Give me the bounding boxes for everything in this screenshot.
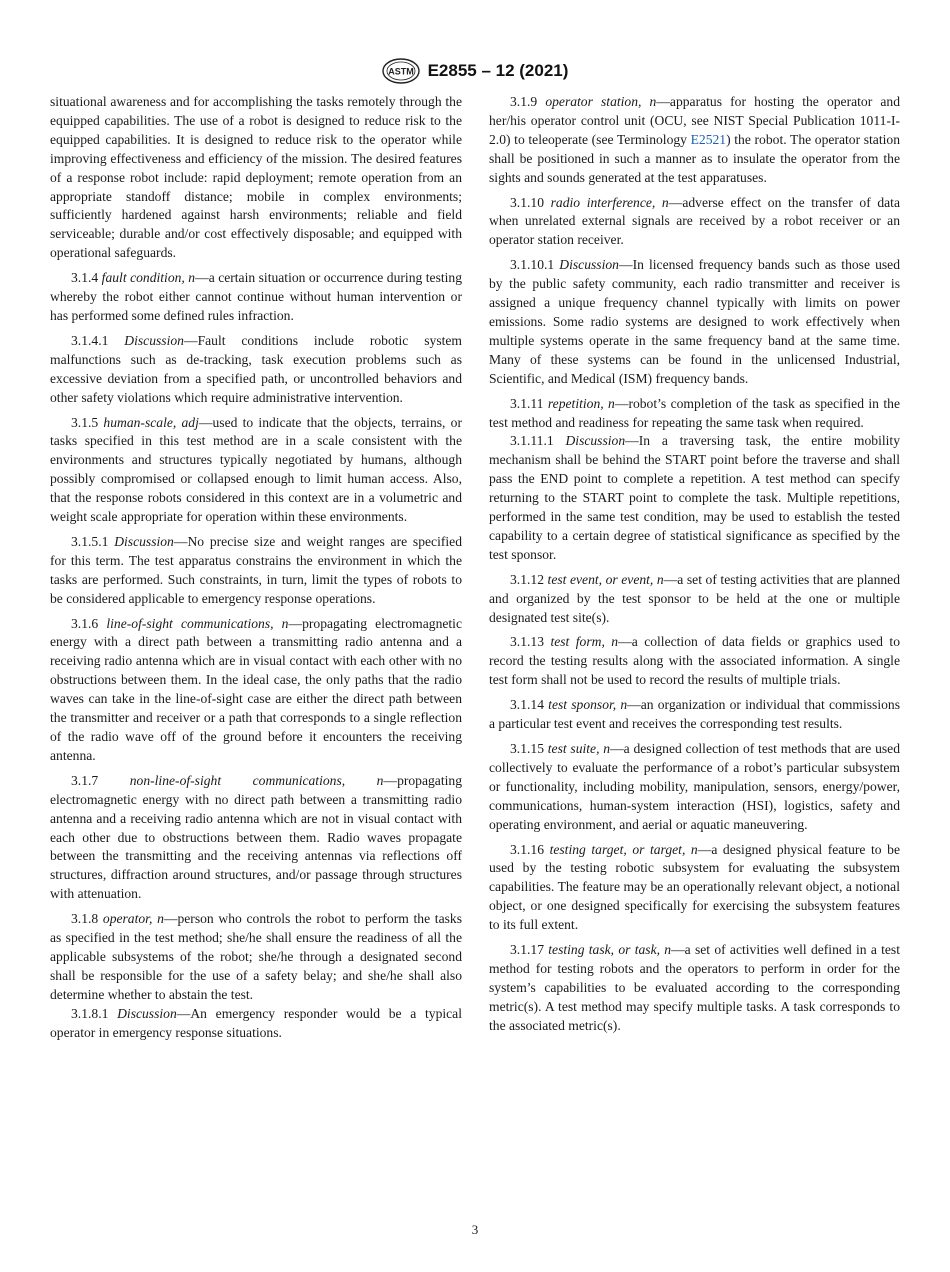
term-testing-target: testing target, or target, n <box>549 841 698 857</box>
right-column <box>489 93 900 1042</box>
term-repetition: repetition, n <box>547 395 615 411</box>
term-test-form: test form, n <box>550 634 619 650</box>
term-discussion: Discussion <box>565 433 626 449</box>
term-operator: operator, n <box>102 911 164 927</box>
term-human-scale: human-scale, adj <box>103 414 199 430</box>
definition-3-1-16: 3.1.16 testing target, or target, n—a designed physical feature to be used by the testing robotic subsystem for evaluating the subsystem capabilities. The feature may be an operationally relevant object, a notional object, or one designed specifically for exercising the subsystem features to its full extent. <box>489 841 900 933</box>
term-discussion: Discussion <box>559 257 619 273</box>
definition-3-1-13: 3.1.13 test form, n—a collection of data fields or graphics used to record the testing results along with the associated information. A single test form shall not be used to record the results of multiple trials. <box>489 634 900 688</box>
discussion-3-1-10-1: 3.1.10.1 Discussion—In licensed frequency bands such as those used by the public safety community, each radio transmitter and receiver is assigned a unique frequency channel typically with limits on power emissions. Some radio systems are designed to work effectively when multiple systems operate in the same frequency band at the same time. Many of these systems can be found in the unlicensed Industrial, Scientific, and Medical (ISM) frequency bands. <box>489 257 901 386</box>
discussion-3-1-11-1: 3.1.11.1 Discussion—In a traversing task, the entire mobility mechanism shall be behind the START point before the traverse and shall pass the END point to complete a repetition. A test method can specify returning to the START point to complete the task. Multiple repetitions, performed in the same test condition, may be used to establish the tested capability to a certain degree of statistical significance as specified by the test sponsor. <box>489 433 900 562</box>
discussion-3-1-4-1: 3.1.4.1 Discussion—Fault conditions include robotic system malfunctions such as de-tracking, task execution problems such as excessive deviation from a specified path, or uncontrolled behaviors and other safety violations which require administrative intervention. <box>50 332 462 405</box>
term-test-suite: test suite, n <box>547 741 611 756</box>
term-operator-station: operator station, n <box>545 94 657 109</box>
definition-3-1-12: 3.1.12 test event, or event, n—a set of testing activities that are planned and organized by the test sponsor to be held at the one or multiple designated test site(s). <box>489 571 900 625</box>
term-non-line-of-sight: non-line-of-sight communications, n <box>129 772 384 788</box>
term-discussion: Discussion <box>117 1005 177 1021</box>
svg-text:ASTM: ASTM <box>387 66 414 77</box>
paragraph-continuation: situational awareness and for accomplishing the tasks remotely through the equipped capabilities. The use of a robot is designed to reduce risk to the equipped capabilities. It is designed to reduce risk to the operator while improving effectiveness and efficiency of the mission. The desired features of a response robot include: rapid deployment; remote operation from an appropriate standoff distance; mobile in complex environments; sufficiently hardened against harsh environments; reliable and field serviceable; durable and/or cost effectively disposable; and equipped with operational safeguards. <box>50 94 462 261</box>
term-discussion: Discussion <box>124 332 184 348</box>
standard-designation: E2855 – 12 (2021) <box>427 61 569 80</box>
definition-3-1-14: 3.1.14 test sponsor, n—an organization or individual that commissions a particular test event and receives the corresponding test results. <box>489 697 900 732</box>
term-discussion: Discussion <box>114 533 174 549</box>
definition-3-1-7: 3.1.7 non-line-of-sight communications, n—propagating electromagnetic energy with no direct path between a transmitting radio antenna and a receiving radio antenna which are not in visual contact with each other due to obstructions between them. Radio waves propagate between the transmitting and the receiving antennas via reflections off structures, diffraction around structures, and/or passage through structures with attenuation. <box>50 772 462 902</box>
definition-3-1-4: 3.1.4 fault condition, n—a certain situation or occurrence during testing whereby the robot either cannot continue without human intervention or has performed some defined rules infraction. <box>50 270 463 323</box>
term-fault-condition: fault condition, n <box>101 270 196 286</box>
discussion-3-1-5-1: 3.1.5.1 Discussion—No precise size and weight ranges are specified for this term. The test apparatus constrains the environment in which the tasks are performed. Such constraints, in turn, limit the types of robots to be considered applicable to emergency response operations. <box>50 533 462 606</box>
page-header <box>0 56 950 86</box>
definition-3-1-8: 3.1.8 operator, n—person who controls the robot to perform the tasks as specified in the test method; she/he shall ensure the readiness of all the applicable subsystems of the robot; she/he through a designated second shall be responsible for the use of a safety belay; and she/he shall also determine whether to abstain the test. <box>50 911 462 1002</box>
astm-logo <box>382 58 420 84</box>
definition-3-1-15: 3.1.15 test suite, n—a designed collection of test methods that are used collectively to evaluate the performance of a robot’s particular subsystem or functionality, including mobility, manipulation, sensors, energy/power, communications, human-system interaction (HSI), logistics, safety and operating environment, and aerial or aquatic maneuvering. <box>489 741 900 832</box>
page-number: 3 <box>471 1222 479 1237</box>
terminology-link-e2521[interactable]: E2521 <box>690 131 727 147</box>
term-line-of-sight: line-of-sight communications, n <box>106 615 289 631</box>
definition-3-1-9: 3.1.9 operator station, n—apparatus for hosting the operator and her/his operator control unit (OCU, see NIST Special Publication 1011-I-2.0) to teleoperate (see Terminology E2521) the robot. The operator station shall be positioned in such a manner as to insulate the operator from the sights and sounds generated at the test apparatuses. <box>489 94 900 185</box>
definition-3-1-10: 3.1.10 radio interference, n—adverse effect on the transfer of data when unrelated external signals are received by a robot receiver or an operator station receiver. <box>489 194 900 248</box>
definition-3-1-5: 3.1.5 human-scale, adj—used to indicate that the objects, terrains, or tasks specified in this test method are in a scale consistent with the environments and structures typically negotiated by humans, although possibly compromised or collapsed enough to limit human access. Also, that the response robots considered in this context are in a volumetric and weight scale appropriate for operation within these environments. <box>50 414 462 525</box>
left-column <box>50 93 462 1049</box>
term-radio-interference: radio interference, n <box>550 194 669 210</box>
definition-3-1-11: 3.1.11 repetition, n—robot’s completion of the task as specified in the test method and readiness for repeating the same task when required. <box>489 395 900 430</box>
term-test-event: test event, or event, n <box>547 571 664 587</box>
definition-3-1-17: 3.1.17 testing task, or task, n—a set of activities well defined in a test method for testing robots and the operators to perform in order for the system’s capabilities to be evaluated according to the corresponding metric(s). A test method may specify multiple tasks. A task corresponds to the associated metric(s). <box>489 942 901 1033</box>
discussion-3-1-8-1: 3.1.8.1 Discussion—An emergency responder would be a typical operator in emergency response situations. <box>50 1005 462 1040</box>
definition-3-1-6: 3.1.6 line-of-sight communications, n—propagating electromagnetic energy with a direct path between a transmitting radio antenna and a receiving radio antenna which are in visual contact with each other with no obstructions between them. In the ideal case, the only paths that the radio waves can take in the line-of-sight case are either the direct path between the transmitter and receiver or a path that corresponds to a single reflection of the radio wave off of the ground before it encounters the receiving antenna. <box>50 615 462 763</box>
term-test-sponsor: test sponsor, n <box>548 697 628 713</box>
term-testing-task: testing task, or task, n <box>548 942 672 958</box>
